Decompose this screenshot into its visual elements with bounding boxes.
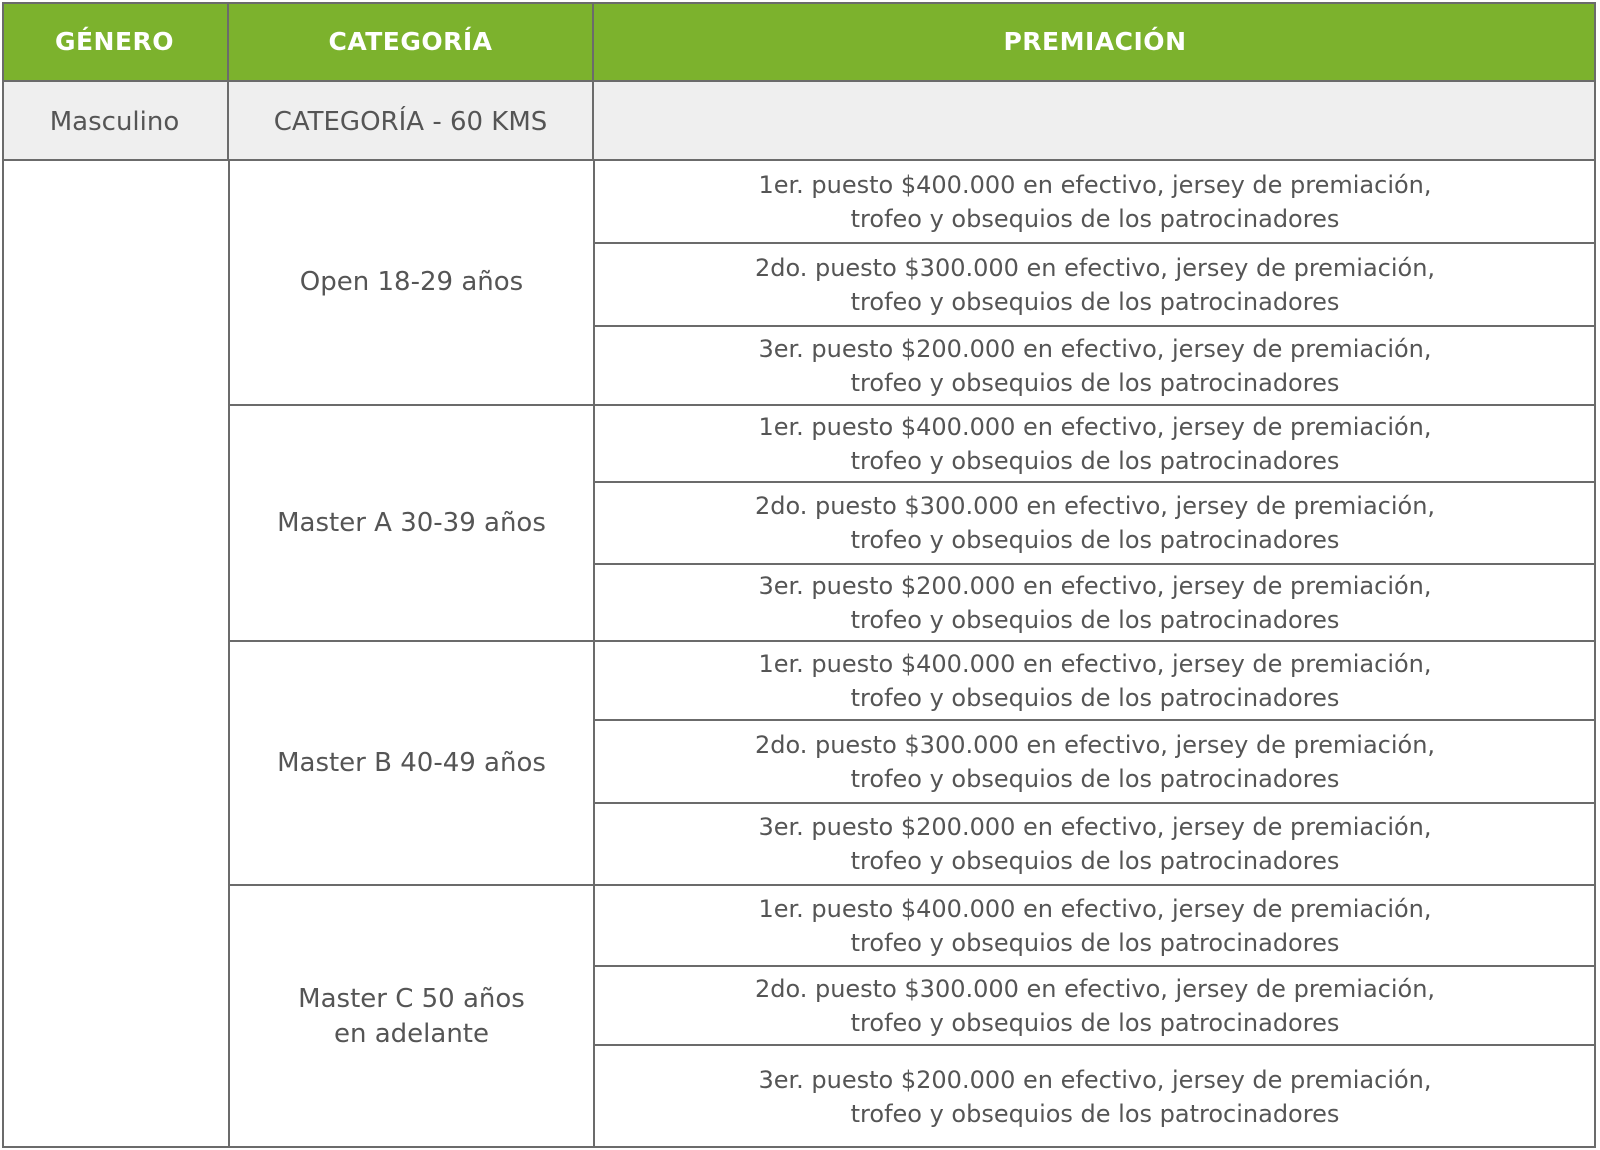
column-divider: [228, 160, 230, 1148]
prize-cell: [594, 564, 1596, 641]
subheader-premiacion: [594, 80, 1596, 162]
prize-cell: [594, 160, 1596, 243]
group-divider: [229, 640, 1596, 642]
prize-divider: [594, 325, 1596, 327]
prize-divider: [594, 719, 1596, 721]
category-label: Open 18-29 años: [299, 267, 524, 297]
category-label: Master B 40-49 años: [277, 747, 546, 778]
category-label: Master A 30-39 años: [277, 507, 546, 538]
prize-cell: [594, 885, 1596, 966]
prize-cell: [594, 326, 1596, 405]
prize-divider: [594, 481, 1596, 483]
prize-text: 1er. puesto $400.000 en efectivo, jersey de premiación, trofeo y obsequios de los patrocinadores: [758, 894, 1432, 957]
prize-text: 3er. puesto $200.000 en efectivo, jersey de premiación, trofeo y obsequios de los patrocinadores: [758, 813, 1432, 875]
subheader-genero: Masculino: [2, 80, 229, 162]
prize-cell: [594, 803, 1596, 885]
prize-cell: [594, 966, 1596, 1045]
subheader-categoria: CATEGORÍA - 60 KMS: [229, 80, 594, 162]
category-cell: [229, 885, 594, 1148]
category-cell: [229, 641, 594, 885]
prize-cell: [594, 405, 1596, 482]
prize-cell: [594, 243, 1596, 326]
subheader-divider: [2, 159, 1596, 161]
prize-text: 2do. puesto $300.000 en efectivo, jersey de premiación, trofeo y obsequios de los patrocinadores: [754, 730, 1436, 793]
prize-text: 2do. puesto $300.000 en efectivo, jersey de premiación, trofeo y obsequios de los patrocinadores: [754, 492, 1436, 554]
prize-divider: [594, 802, 1596, 804]
prize-divider: [594, 965, 1596, 967]
genero-empty-cell: [2, 160, 229, 1148]
group-divider: [229, 404, 1596, 406]
prize-text: 1er. puesto $400.000 en efectivo, jersey de premiación, trofeo y obsequios de los patrocinadores: [758, 412, 1432, 475]
prize-cell: [594, 482, 1596, 564]
category-cell: [229, 405, 594, 641]
header-premiacion: PREMIACIÓN: [594, 2, 1596, 80]
prize-text: 2do. puesto $300.000 en efectivo, jersey de premiación, trofeo y obsequios de los patrocinadores: [754, 253, 1436, 316]
header-categoria: CATEGORÍA: [229, 2, 594, 80]
category-cell: [229, 160, 594, 405]
prize-text: 2do. puesto $300.000 en efectivo, jersey de premiación, trofeo y obsequios de los patrocinadores: [754, 974, 1436, 1037]
prize-cell: [594, 720, 1596, 803]
group-divider: [229, 884, 1596, 886]
category-label: Master C 50 años en adelante: [298, 983, 525, 1049]
prize-text: 1er. puesto $400.000 en efectivo, jersey de premiación, trofeo y obsequios de los patrocinadores: [758, 170, 1432, 233]
prize-text: 3er. puesto $200.000 en efectivo, jersey de premiación, trofeo y obsequios de los patrocinadores: [758, 334, 1432, 397]
header-genero: GÉNERO: [2, 2, 229, 80]
prize-text: 1er. puesto $400.000 en efectivo, jersey de premiación, trofeo y obsequios de los patrocinadores: [758, 649, 1432, 712]
prize-divider: [594, 563, 1596, 565]
prize-text: 3er. puesto $200.000 en efectivo, jersey de premiación, trofeo y obsequios de los patrocinadores: [758, 571, 1432, 634]
column-divider: [593, 160, 595, 1148]
prize-divider: [594, 242, 1596, 244]
prize-divider: [594, 1044, 1596, 1046]
prize-cell: [594, 641, 1596, 720]
awards-table: [2, 2, 1596, 1148]
prize-text: 3er. puesto $200.000 en efectivo, jersey de premiación, trofeo y obsequios de los patrocinadores: [758, 1065, 1432, 1128]
prize-cell: [594, 1045, 1596, 1148]
